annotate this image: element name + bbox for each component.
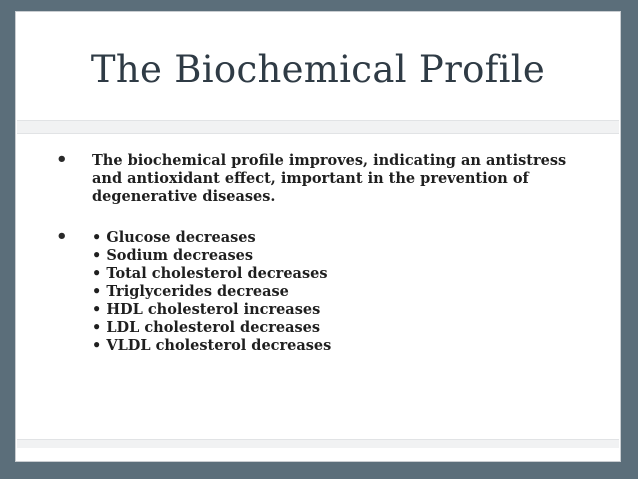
bullet-line: • HDL cholesterol increases	[92, 301, 321, 318]
bullet-marker: •	[56, 226, 68, 247]
bullet-line: degenerative diseases.	[92, 188, 276, 205]
slide-title: The Biochemical Profile	[90, 48, 546, 91]
bullet-marker: •	[56, 149, 68, 170]
bullet-text	[92, 229, 592, 355]
bullet-line: • Triglycerides decrease	[92, 283, 289, 300]
bullet-line: • Glucose decreases	[92, 229, 256, 246]
slide-frame	[15, 11, 621, 462]
bullet-line: • Total cholesterol decreases	[92, 265, 328, 282]
footer-divider	[17, 439, 619, 448]
bullet-line: • Sodium decreases	[92, 247, 254, 264]
bullet-line: and antioxidant effect, important in the prevention of	[92, 170, 529, 187]
bullet-line: • VLDL cholesterol decreases	[92, 337, 332, 354]
bullet-line: The biochemical profile improves, indicating an antistress	[92, 152, 567, 169]
title-divider	[17, 120, 619, 134]
bullet-line: • LDL cholesterol decreases	[92, 319, 321, 336]
bullet-text	[92, 152, 592, 206]
